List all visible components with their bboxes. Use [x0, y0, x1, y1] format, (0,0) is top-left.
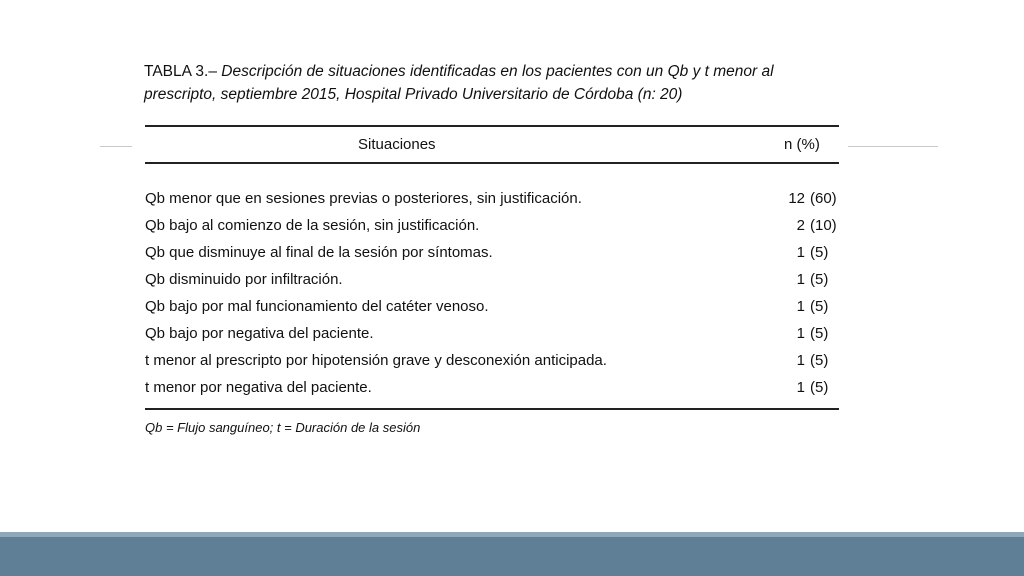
- row-percent: (5): [810, 379, 829, 396]
- table-row: [145, 216, 845, 243]
- row-count: 1: [796, 325, 805, 342]
- table-bottom-rule: [145, 408, 839, 410]
- footer-band: [0, 532, 1024, 576]
- row-percent: (5): [810, 298, 829, 315]
- row-percent: (5): [810, 244, 829, 261]
- row-situacion: Qb que disminuye al final de la sesión por síntomas.: [145, 244, 493, 261]
- row-situacion: Qb bajo por mal funcionamiento del catéter venoso.: [145, 298, 489, 315]
- table-caption: [144, 60, 844, 106]
- table-row: [145, 378, 845, 405]
- row-percent: (5): [810, 271, 829, 288]
- decorative-line-right: [848, 146, 938, 147]
- table-row: [145, 189, 845, 216]
- table-row: [145, 324, 845, 351]
- row-situacion: t menor por negativa del paciente.: [145, 379, 372, 396]
- row-percent: (60): [810, 190, 837, 207]
- table-caption-text: Descripción de situaciones identificadas en los pacientes con un Qb y t menor al prescripto, septiembre 2015, Hospital Privado Universitario de Córdoba (n: 20): [144, 63, 774, 103]
- row-percent: (10): [810, 217, 837, 234]
- row-situacion: Qb disminuido por infiltración.: [145, 271, 343, 288]
- table-row: [145, 243, 845, 270]
- table-caption-label: TABLA 3.–: [144, 63, 222, 80]
- table-top-rule: [145, 125, 839, 127]
- row-count: 12: [788, 190, 805, 207]
- table-row: [145, 297, 845, 324]
- row-situacion: Qb menor que en sesiones previas o posteriores, sin justificación.: [145, 190, 582, 207]
- row-situacion: Qb bajo al comienzo de la sesión, sin justificación.: [145, 217, 480, 234]
- column-header-n-percent: n (%): [784, 136, 820, 153]
- row-count: 2: [796, 217, 805, 234]
- row-percent: (5): [810, 352, 829, 369]
- table-body: [145, 189, 845, 405]
- row-count: 1: [796, 379, 805, 396]
- row-count: 1: [796, 271, 805, 288]
- row-count: 1: [796, 352, 805, 369]
- row-count: 1: [796, 244, 805, 261]
- table-row: [145, 351, 845, 378]
- table-header-rule: [145, 162, 839, 164]
- row-situacion: t menor al prescripto por hipotensión grave y desconexión anticipada.: [145, 352, 607, 369]
- decorative-line-left: [100, 146, 132, 147]
- table-row: [145, 270, 845, 297]
- table-footnote: Qb = Flujo sanguíneo; t = Duración de la sesión: [145, 420, 421, 435]
- row-count: 1: [796, 298, 805, 315]
- column-header-situaciones: Situaciones: [358, 136, 436, 153]
- footer-band-highlight: [0, 532, 1024, 537]
- row-percent: (5): [810, 325, 829, 342]
- row-situacion: Qb bajo por negativa del paciente.: [145, 325, 374, 342]
